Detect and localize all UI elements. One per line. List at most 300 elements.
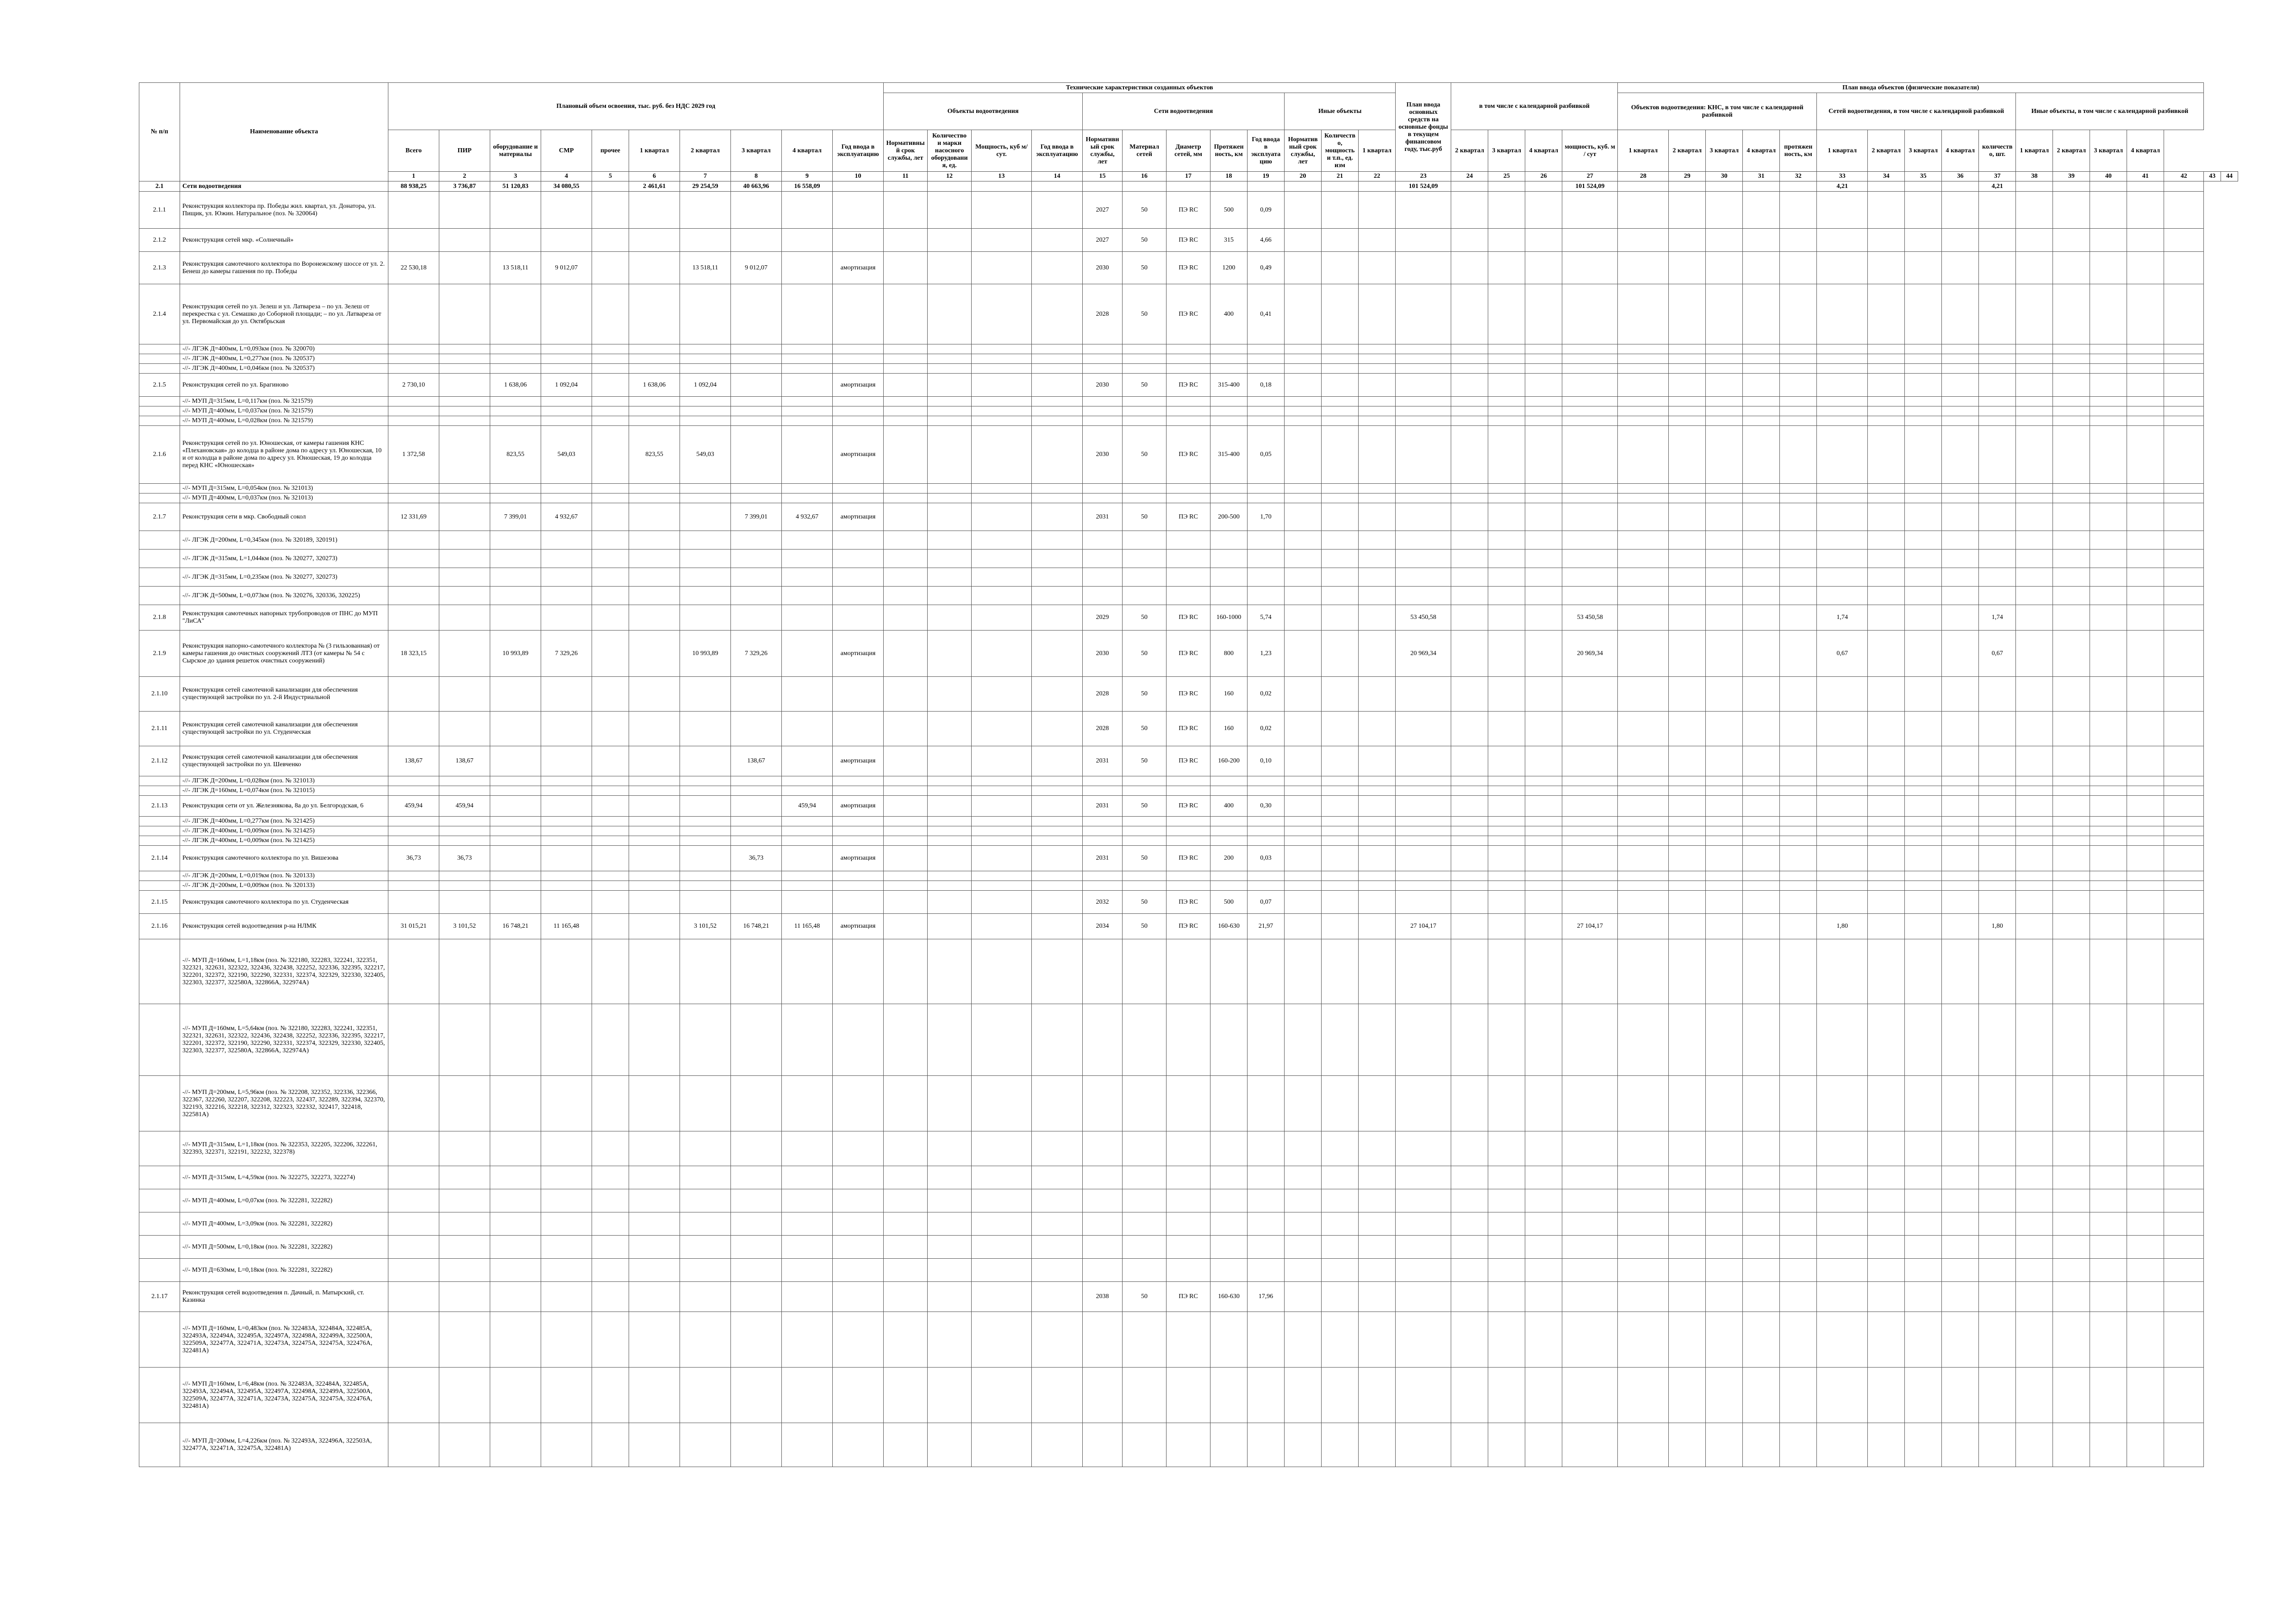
table-cell bbox=[833, 1212, 884, 1236]
table-cell bbox=[1322, 631, 1359, 677]
table-cell bbox=[833, 1076, 884, 1131]
table-cell bbox=[1396, 364, 1451, 374]
table-cell bbox=[731, 1368, 782, 1423]
table-cell: 2031 bbox=[1083, 846, 1123, 871]
table-cell bbox=[388, 587, 439, 605]
table-cell bbox=[1322, 1423, 1359, 1467]
table-cell bbox=[1743, 229, 1780, 252]
table-cell bbox=[1979, 484, 2016, 493]
table-cell bbox=[1562, 1212, 1618, 1236]
table-cell bbox=[928, 568, 972, 587]
table-cell bbox=[731, 568, 782, 587]
table-cell: 4 932,67 bbox=[782, 503, 833, 531]
table-cell bbox=[1780, 354, 1817, 364]
table-cell bbox=[884, 354, 928, 364]
table-cell bbox=[541, 484, 592, 493]
table-cell bbox=[2164, 881, 2204, 891]
table-row bbox=[139, 836, 2238, 846]
table-cell bbox=[1396, 374, 1451, 397]
table-cell: 0,30 bbox=[1248, 796, 1285, 817]
row-number bbox=[139, 406, 180, 416]
table-cell bbox=[1942, 344, 1979, 354]
table-cell bbox=[1488, 1368, 1525, 1423]
table-cell bbox=[2164, 364, 2204, 374]
row-number bbox=[139, 1189, 180, 1212]
header-sub-29: 4 квартал bbox=[1743, 130, 1780, 172]
header-num: № п/п bbox=[139, 83, 180, 181]
table-cell bbox=[928, 1423, 972, 1467]
table-cell bbox=[972, 776, 1032, 786]
table-cell: амортизация bbox=[833, 796, 884, 817]
table-row bbox=[139, 406, 2238, 416]
table-cell bbox=[2127, 746, 2164, 776]
table-cell bbox=[1979, 826, 2016, 836]
table-cell bbox=[388, 531, 439, 550]
table-cell bbox=[884, 1212, 928, 1236]
column-number: 38 bbox=[2016, 172, 2053, 181]
table-cell bbox=[1942, 677, 1979, 712]
table-cell bbox=[1817, 796, 1868, 817]
table-cell bbox=[1942, 1131, 1979, 1166]
table-cell bbox=[592, 871, 629, 881]
table-cell bbox=[439, 587, 490, 605]
table-cell bbox=[1359, 426, 1396, 484]
row-number bbox=[139, 550, 180, 568]
column-number: 39 bbox=[2053, 172, 2090, 181]
table-cell bbox=[1942, 1282, 1979, 1312]
object-name: -//- ЛГЭК Д=315мм, L=0,235км (поз. № 320277, 320273) bbox=[180, 568, 388, 587]
table-cell bbox=[1905, 826, 1942, 836]
table-cell bbox=[1451, 1212, 1488, 1236]
table-cell bbox=[884, 881, 928, 891]
table-cell bbox=[1942, 826, 1979, 836]
table-cell: 2028 bbox=[1083, 677, 1123, 712]
table-cell bbox=[1451, 939, 1488, 1004]
table-cell bbox=[1618, 1312, 1669, 1368]
table-cell bbox=[1451, 426, 1488, 484]
table-cell bbox=[884, 677, 928, 712]
table-row bbox=[139, 1312, 2238, 1368]
table-cell bbox=[592, 776, 629, 786]
table-cell bbox=[1359, 406, 1396, 416]
table-cell bbox=[1780, 746, 1817, 776]
object-name: Реконструкция сетей водоотведения п. Дачный, п. Матырский, ст. Казинка bbox=[180, 1282, 388, 1312]
row-number: 2.1.3 bbox=[139, 252, 180, 284]
table-cell bbox=[439, 1312, 490, 1368]
table-cell bbox=[1248, 531, 1285, 550]
table-cell bbox=[1210, 181, 1248, 192]
table-cell bbox=[2053, 587, 2090, 605]
table-cell bbox=[592, 1212, 629, 1236]
table-cell bbox=[972, 677, 1032, 712]
table-cell bbox=[1525, 1076, 1562, 1131]
table-cell bbox=[1396, 846, 1451, 871]
table-cell bbox=[782, 426, 833, 484]
table-cell bbox=[1618, 1166, 1669, 1189]
table-cell bbox=[388, 1076, 439, 1131]
row-number bbox=[139, 1259, 180, 1282]
table-cell bbox=[1032, 631, 1083, 677]
table-cell bbox=[1868, 503, 1905, 531]
table-cell bbox=[1979, 550, 2016, 568]
table-cell bbox=[629, 817, 680, 826]
table-cell bbox=[2016, 677, 2053, 712]
table-cell bbox=[1451, 1259, 1488, 1282]
table-cell bbox=[2127, 364, 2164, 374]
table-cell bbox=[1979, 891, 2016, 914]
table-cell bbox=[1942, 1166, 1979, 1189]
row-number bbox=[139, 587, 180, 605]
table-cell bbox=[1396, 776, 1451, 786]
table-cell bbox=[2016, 891, 2053, 914]
table-cell bbox=[592, 550, 629, 568]
table-cell bbox=[1562, 503, 1618, 531]
table-cell bbox=[1396, 503, 1451, 531]
table-cell bbox=[2016, 776, 2053, 786]
table-cell bbox=[439, 939, 490, 1004]
table-cell bbox=[541, 826, 592, 836]
table-cell bbox=[1032, 1259, 1083, 1282]
row-number bbox=[139, 1312, 180, 1368]
table-cell bbox=[1743, 776, 1780, 786]
table-cell bbox=[1942, 1368, 1979, 1423]
table-cell bbox=[1905, 881, 1942, 891]
table-cell bbox=[2016, 836, 2053, 846]
table-cell bbox=[1669, 796, 1706, 817]
table-cell bbox=[928, 397, 972, 406]
table-cell bbox=[1979, 364, 2016, 374]
table-cell bbox=[1942, 939, 1979, 1004]
table-cell: ПЭ RC bbox=[1167, 677, 1210, 712]
table-cell bbox=[1285, 587, 1322, 605]
table-cell bbox=[388, 1423, 439, 1467]
table-cell bbox=[680, 1004, 731, 1076]
table-cell bbox=[1780, 1076, 1817, 1131]
table-cell bbox=[1780, 1259, 1817, 1282]
table-cell bbox=[1669, 1212, 1706, 1236]
table-cell bbox=[592, 406, 629, 416]
table-cell bbox=[731, 776, 782, 786]
table-cell bbox=[2164, 776, 2204, 786]
table-cell bbox=[1905, 1212, 1942, 1236]
table-cell: 0,09 bbox=[1248, 192, 1285, 229]
table-cell bbox=[1083, 397, 1123, 406]
table-cell bbox=[1032, 229, 1083, 252]
table-cell bbox=[1905, 550, 1942, 568]
table-cell: 1,74 bbox=[1979, 605, 2016, 631]
table-cell bbox=[1868, 1212, 1905, 1236]
object-name: -//- МУП Д=315мм, L=0,117км (поз. № 321579) bbox=[180, 397, 388, 406]
table-cell bbox=[1942, 229, 1979, 252]
object-name: -//- МУП Д=315мм, L=4,59км (поз. № 322275, 322273, 322274) bbox=[180, 1166, 388, 1189]
table-cell bbox=[1322, 836, 1359, 846]
table-cell bbox=[490, 587, 541, 605]
table-cell bbox=[1451, 587, 1488, 605]
table-cell bbox=[1942, 891, 1979, 914]
table-cell bbox=[592, 284, 629, 344]
table-cell bbox=[1083, 354, 1123, 364]
table-cell bbox=[1669, 374, 1706, 397]
table-cell bbox=[629, 1423, 680, 1467]
table-cell bbox=[1488, 406, 1525, 416]
table-cell bbox=[1488, 891, 1525, 914]
table-cell: 17,96 bbox=[1248, 1282, 1285, 1312]
table-cell bbox=[1942, 503, 1979, 531]
table-cell bbox=[1562, 796, 1618, 817]
table-cell bbox=[1868, 229, 1905, 252]
table-cell bbox=[1743, 1236, 1780, 1259]
table-cell bbox=[1210, 344, 1248, 354]
column-number: 19 bbox=[1248, 172, 1285, 181]
table-cell bbox=[1322, 817, 1359, 826]
table-cell bbox=[1669, 776, 1706, 786]
table-cell bbox=[1322, 677, 1359, 712]
table-cell bbox=[782, 826, 833, 836]
table-cell bbox=[388, 192, 439, 229]
table-cell: 7 399,01 bbox=[490, 503, 541, 531]
table-cell bbox=[1032, 426, 1083, 484]
table-cell bbox=[541, 1131, 592, 1166]
table-cell bbox=[833, 836, 884, 846]
row-number: 2.1.12 bbox=[139, 746, 180, 776]
column-number: 30 bbox=[1706, 172, 1743, 181]
column-number: 5 bbox=[592, 172, 629, 181]
table-cell bbox=[1032, 796, 1083, 817]
table-cell bbox=[1817, 374, 1868, 397]
table-cell bbox=[1868, 1259, 1905, 1282]
table-cell bbox=[439, 1076, 490, 1131]
table-cell bbox=[782, 871, 833, 881]
table-cell bbox=[1780, 826, 1817, 836]
table-cell bbox=[833, 605, 884, 631]
header-sub-7: 3 квартал bbox=[731, 130, 782, 172]
table-cell bbox=[1780, 1312, 1817, 1368]
table-cell bbox=[2053, 1076, 2090, 1131]
table-cell: 459,94 bbox=[782, 796, 833, 817]
table-cell bbox=[1905, 939, 1942, 1004]
table-cell bbox=[1979, 587, 2016, 605]
table-cell bbox=[1167, 406, 1210, 416]
table-cell bbox=[1979, 1189, 2016, 1212]
table-cell bbox=[1285, 796, 1322, 817]
table-cell bbox=[1780, 796, 1817, 817]
table-cell bbox=[1525, 1259, 1562, 1282]
row-number bbox=[139, 416, 180, 426]
table-cell bbox=[1032, 364, 1083, 374]
table-cell: 50 bbox=[1123, 252, 1167, 284]
table-cell bbox=[1032, 1368, 1083, 1423]
header-sub-10: Нормативный срок службы, лет bbox=[884, 130, 928, 172]
table-cell bbox=[1905, 416, 1942, 426]
table-cell bbox=[1525, 1189, 1562, 1212]
object-name: Реконструкция самотечных напорных трубопроводов от ПНС до МУП "ЛиСА" bbox=[180, 605, 388, 631]
table-cell bbox=[972, 192, 1032, 229]
table-cell bbox=[731, 712, 782, 746]
table-cell bbox=[1669, 1131, 1706, 1166]
table-cell bbox=[592, 1259, 629, 1282]
table-cell bbox=[1618, 284, 1669, 344]
table-row bbox=[139, 1212, 2238, 1236]
table-cell: 11 165,48 bbox=[782, 914, 833, 939]
table-cell bbox=[884, 1076, 928, 1131]
table-cell bbox=[1562, 746, 1618, 776]
table-cell bbox=[1322, 1368, 1359, 1423]
table-cell bbox=[1979, 1076, 2016, 1131]
table-cell bbox=[1083, 881, 1123, 891]
table-cell bbox=[1743, 397, 1780, 406]
table-cell bbox=[1322, 493, 1359, 503]
table-cell bbox=[1248, 1236, 1285, 1259]
table-cell bbox=[1942, 605, 1979, 631]
table-cell bbox=[1322, 397, 1359, 406]
table-cell bbox=[2053, 746, 2090, 776]
table-cell bbox=[1868, 344, 1905, 354]
table-cell bbox=[1618, 846, 1669, 871]
table-cell bbox=[928, 344, 972, 354]
table-cell bbox=[2016, 746, 2053, 776]
table-cell: 200-500 bbox=[1210, 503, 1248, 531]
table-cell bbox=[680, 871, 731, 881]
table-cell bbox=[731, 1423, 782, 1467]
table-cell bbox=[2127, 531, 2164, 550]
table-cell bbox=[1451, 1282, 1488, 1312]
table-cell bbox=[1285, 939, 1322, 1004]
table-cell bbox=[1285, 1076, 1322, 1131]
table-cell bbox=[1868, 493, 1905, 503]
column-number: 34 bbox=[1868, 172, 1905, 181]
table-cell: 823,55 bbox=[629, 426, 680, 484]
table-cell bbox=[928, 817, 972, 826]
table-cell bbox=[1817, 677, 1868, 712]
table-cell: 31 015,21 bbox=[388, 914, 439, 939]
table-cell bbox=[1525, 503, 1562, 531]
table-cell bbox=[1396, 229, 1451, 252]
table-cell bbox=[1618, 712, 1669, 746]
table-cell bbox=[1451, 1131, 1488, 1166]
table-cell bbox=[1979, 776, 2016, 786]
table-cell bbox=[2090, 891, 2127, 914]
table-cell: ПЭ RC bbox=[1167, 746, 1210, 776]
table-cell bbox=[1562, 1189, 1618, 1212]
table-cell bbox=[1322, 364, 1359, 374]
table-cell bbox=[1669, 826, 1706, 836]
table-cell bbox=[2127, 1282, 2164, 1312]
table-cell bbox=[439, 1212, 490, 1236]
table-cell bbox=[1123, 181, 1167, 192]
table-cell bbox=[833, 284, 884, 344]
table-cell bbox=[490, 1259, 541, 1282]
table-cell bbox=[2164, 631, 2204, 677]
table-cell bbox=[1618, 776, 1669, 786]
table-cell bbox=[2016, 364, 2053, 374]
table-cell bbox=[1942, 1189, 1979, 1212]
table-cell: 53 450,58 bbox=[1562, 605, 1618, 631]
table-cell bbox=[833, 939, 884, 1004]
table-cell bbox=[1817, 836, 1868, 846]
table-cell bbox=[1905, 1189, 1942, 1212]
table-cell bbox=[1167, 1189, 1210, 1212]
table-cell bbox=[1905, 846, 1942, 871]
table-cell bbox=[2090, 939, 2127, 1004]
table-cell bbox=[592, 891, 629, 914]
table-cell bbox=[1706, 531, 1743, 550]
table-cell bbox=[2090, 817, 2127, 826]
table-cell bbox=[1780, 1189, 1817, 1212]
table-cell bbox=[1743, 881, 1780, 891]
table-cell bbox=[2090, 1282, 2127, 1312]
header-sub-5: 1 квартал bbox=[629, 130, 680, 172]
table-cell bbox=[2016, 1076, 2053, 1131]
object-name: -//- ЛГЭК Д=400мм, L=0,009км (поз. № 321425) bbox=[180, 836, 388, 846]
table-cell bbox=[1525, 1212, 1562, 1236]
table-cell bbox=[1451, 871, 1488, 881]
table-cell bbox=[1942, 1423, 1979, 1467]
table-row bbox=[139, 881, 2238, 891]
table-cell bbox=[1210, 817, 1248, 826]
table-cell bbox=[2127, 484, 2164, 493]
table-cell: ПЭ RC bbox=[1167, 192, 1210, 229]
column-number: 37 bbox=[1979, 172, 2016, 181]
table-cell bbox=[1525, 1312, 1562, 1368]
table-cell bbox=[541, 881, 592, 891]
table-cell bbox=[1669, 746, 1706, 776]
table-cell bbox=[439, 229, 490, 252]
table-cell: 1,70 bbox=[1248, 503, 1285, 531]
table-cell bbox=[592, 817, 629, 826]
table-row bbox=[139, 416, 2238, 426]
table-cell bbox=[1979, 846, 2016, 871]
table-cell bbox=[782, 229, 833, 252]
table-cell bbox=[782, 374, 833, 397]
column-number: 2 bbox=[439, 172, 490, 181]
table-cell bbox=[629, 503, 680, 531]
table-cell bbox=[2053, 493, 2090, 503]
table-cell: ПЭ RC bbox=[1167, 252, 1210, 284]
table-cell bbox=[592, 344, 629, 354]
row-number: 2.1.9 bbox=[139, 631, 180, 677]
table-cell bbox=[1942, 1236, 1979, 1259]
table-cell bbox=[928, 836, 972, 846]
table-cell bbox=[1905, 796, 1942, 817]
table-cell bbox=[592, 229, 629, 252]
table-cell bbox=[1451, 550, 1488, 568]
table-cell bbox=[1359, 344, 1396, 354]
table-cell bbox=[629, 1312, 680, 1368]
table-cell bbox=[439, 192, 490, 229]
table-cell bbox=[592, 374, 629, 397]
table-cell bbox=[1032, 1282, 1083, 1312]
table-cell bbox=[1396, 587, 1451, 605]
table-cell bbox=[928, 796, 972, 817]
table-cell bbox=[680, 939, 731, 1004]
table-cell bbox=[1167, 1212, 1210, 1236]
table-cell bbox=[1706, 846, 1743, 871]
object-name: -//- ЛГЭК Д=200мм, L=0,345км (поз. № 320189, 320191) bbox=[180, 531, 388, 550]
table-cell bbox=[1817, 826, 1868, 836]
table-cell: 2030 bbox=[1083, 374, 1123, 397]
table-cell bbox=[490, 550, 541, 568]
table-cell bbox=[884, 891, 928, 914]
table-cell bbox=[1285, 1131, 1322, 1166]
table-cell bbox=[1525, 354, 1562, 364]
table-cell bbox=[2053, 426, 2090, 484]
table-cell bbox=[1451, 826, 1488, 836]
table-cell bbox=[833, 493, 884, 503]
column-number: 8 bbox=[731, 172, 782, 181]
table-cell bbox=[629, 364, 680, 374]
table-cell bbox=[629, 344, 680, 354]
header-sub-3: СМР bbox=[541, 130, 592, 172]
